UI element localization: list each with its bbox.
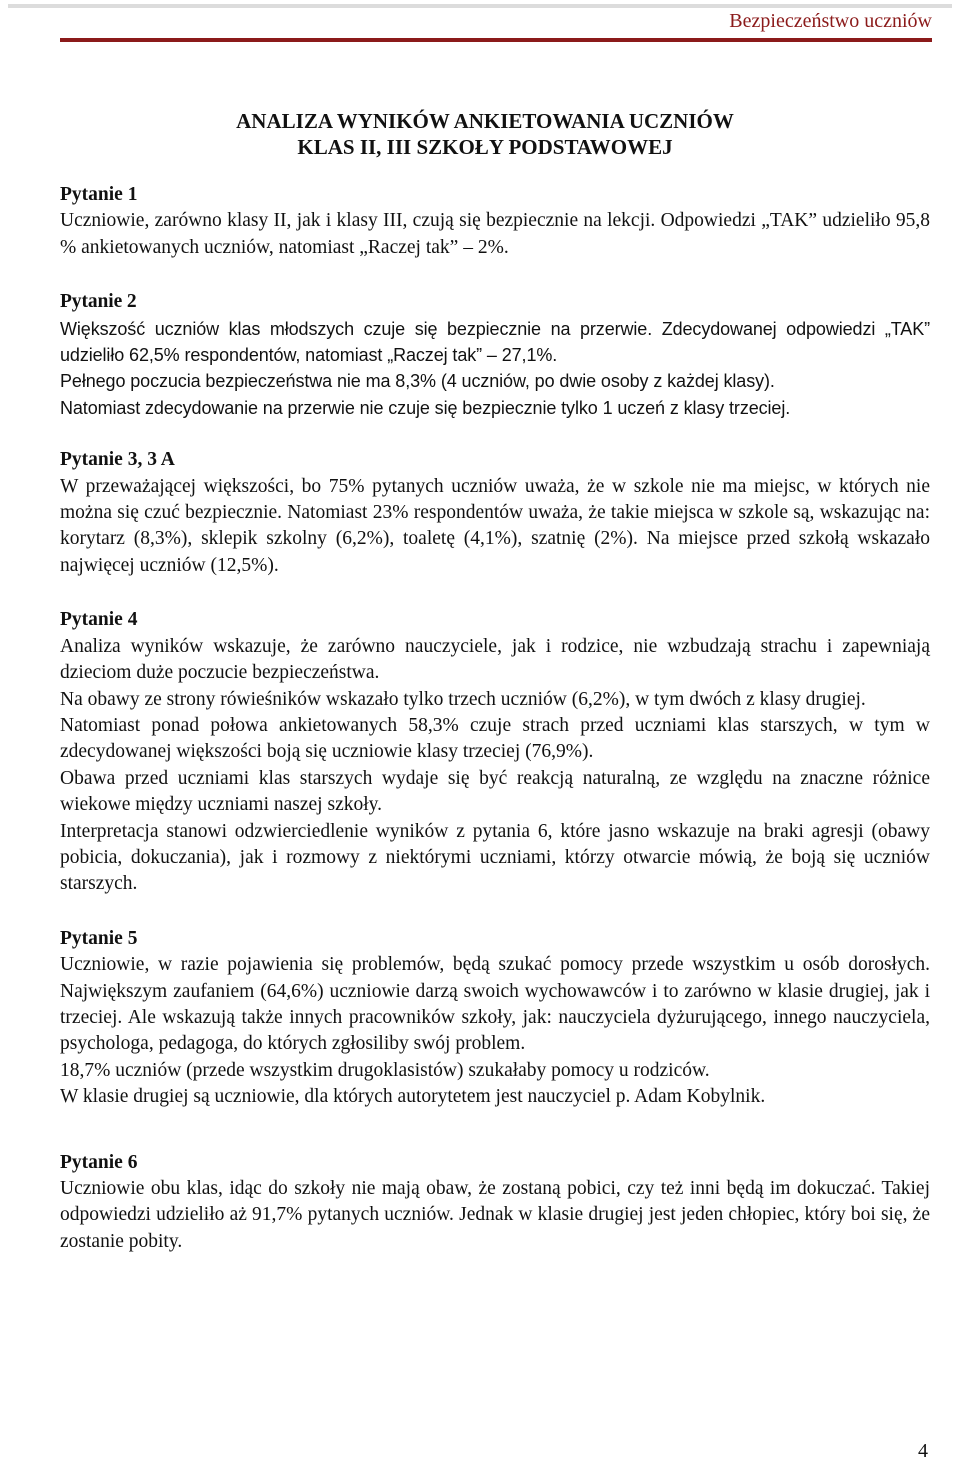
section-heading: Pytanie 5 xyxy=(60,927,138,949)
paragraph: Analiza wyników wskazuje, że zarówno nauczyciele, jak i rodzice, nie wzbudzają strachu i zapewniają dzieciom duże poczucie bezpieczeństwa. xyxy=(60,635,930,684)
header-rule xyxy=(60,38,932,42)
paragraph: Większość uczniów klas młodszych czuje się bezpiecznie na przerwie. Zdecydowanej odpowiedzi „TAK” udzieliło 62,5% respondentów, natomiast „Raczej tak” – 27,1%. xyxy=(60,318,930,366)
section-heading: Pytanie 3, 3 A xyxy=(60,449,175,471)
paragraph: Uczniowie obu klas, idąc do szkoły nie mają obaw, że zostaną pobici, czy też inni będą im dokuczać. Takiej odpowiedzi udzieliło aż 91,7% pytanych uczniów. Jednak w klasie drugiej jest jeden chłopiec, który boi się, że zostanie pobity. xyxy=(60,1178,930,1252)
section-heading: Pytanie 4 xyxy=(60,609,138,631)
paragraph: Natomiast ponad połowa ankietowanych 58,3% czuje strach przed uczniami klas starszych, w tym w zdecydowanej większości boją się uczniowie klasy trzeciej (76,9%). xyxy=(60,714,930,763)
paragraph: Uczniowie, zarówno klasy II, jak i klasy III, czują się bezpiecznie na lekcji. Odpowiedzi „TAK” udzieliło 95,8 % ankietowanych uczniów, natomiast „Raczej tak” – 2%. xyxy=(60,210,930,258)
paragraph: Natomiast zdecydowanie na przerwie nie czuje się bezpiecznie tylko 1 uczeń z klasy trzeciej. xyxy=(60,397,791,418)
section-pytanie-6 xyxy=(60,1150,930,1256)
document-title-line-1: ANALIZA WYNIKÓW ANKIETOWANIA UCZNIÓW xyxy=(236,109,734,133)
section-pytanie-5 xyxy=(60,926,930,1111)
section-heading: Pytanie 1 xyxy=(60,184,138,205)
paragraph: Interpretacja stanowi odzwierciedlenie wyników z pytania 6, które jasno wskazuje na braki agresji (obawy pobicia, dokuczania), jak i rozmowy z niektórymi uczniami, którzy otwarcie mówią, że boją się uczniów starszych. xyxy=(60,820,930,895)
paragraph: 18,7% uczniów (przede wszystkim drugoklasistów) szukałaby pomocy u rodziców. xyxy=(60,1059,710,1081)
paragraph: W klasie drugiej są uczniowie, dla których autorytetem jest nauczyciel p. Adam Kobylnik. xyxy=(60,1086,766,1108)
section-heading: Pytanie 6 xyxy=(60,1151,138,1173)
section-heading: Pytanie 2 xyxy=(60,291,137,313)
paragraph: Uczniowie, w razie pojawienia się problemów, będą szukać pomocy przede wszystkim u osób dorosłych. Największym zaufaniem (64,6%) uczniowie darzą swoich wychowawców i to zarówno w klasie drugiej, jak i trzeciej. Ale wskazują także innych pracowników szkoły, jak: nauczyciela dyżurującego, innego nauczyciela, psychologa, pedagoga, do których zgłosiliby swój problem. xyxy=(60,954,930,1055)
paragraph: Pełnego poczucia bezpieczeństwa nie ma 8,3% (4 uczniów, po dwie osoby z każdej klasy). xyxy=(60,371,775,392)
page-number: 4 xyxy=(918,1440,928,1462)
section-pytanie-3 xyxy=(60,447,930,579)
running-header: Bezpieczeństwo uczniów xyxy=(729,10,932,32)
section-pytanie-2 xyxy=(60,289,930,421)
top-decorative-rule xyxy=(8,4,952,8)
document-title xyxy=(0,108,960,160)
document-title-line-2: KLAS II, III SZKOŁY PODSTAWOWEJ xyxy=(297,135,673,159)
section-pytanie-1 xyxy=(60,182,930,261)
section-pytanie-4 xyxy=(60,607,930,897)
paragraph: Obawa przed uczniami klas starszych wydaje się być reakcją naturalną, ze względu na znaczne różnice wiekowe między uczniami naszej szkoły. xyxy=(60,767,930,816)
paragraph: Na obawy ze strony rówieśników wskazało tylko trzech uczniów (6,2%), w tym dwóch z klasy drugiej. xyxy=(60,688,866,710)
paragraph: W przeważającej większości, bo 75% pytanych uczniów uważa, że w szkole nie ma miejsc, w których nie można się czuć bezpiecznie. Natomiast 23% respondentów uważa, że takie miejsca w szkole są, wskazując na: korytarz (8,3%), sklepik szkolny (6,2%), toaletę (4,1%), szatnię (2%). Na miejsce przed szkołą wskazało najwięcej uczniów (12,5%). xyxy=(60,475,930,576)
document-body xyxy=(60,182,930,1255)
